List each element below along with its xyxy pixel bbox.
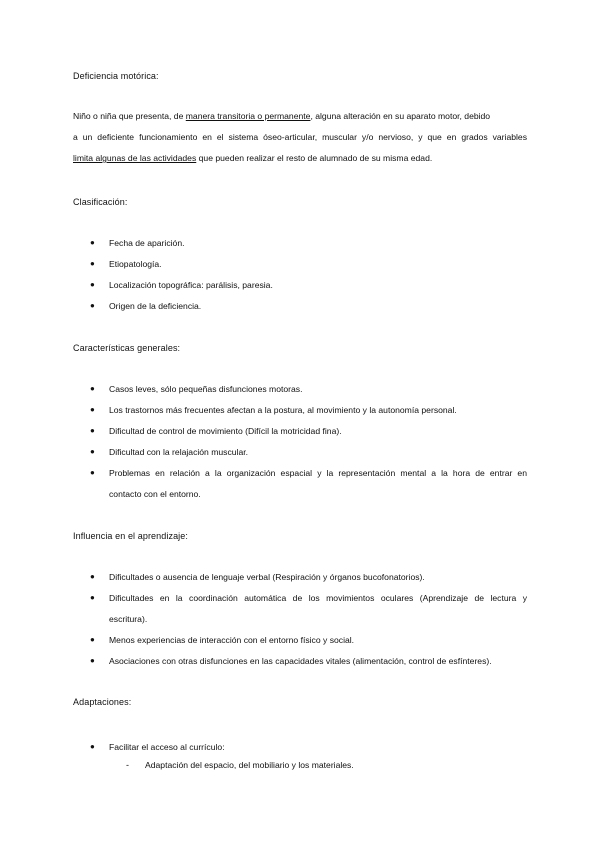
list-item-text-line-1: Dificultades en la coordinación automática de los movimientos oculares (Aprendizaje de lectura y [109, 593, 527, 603]
bullet-icon: ● [90, 426, 95, 435]
bullet-icon: ● [90, 468, 95, 477]
bullet-icon: ● [90, 447, 95, 456]
heading-adaptaciones: Adaptaciones: [73, 697, 132, 707]
paragraph-line-3 [73, 148, 527, 169]
list-item-text: Dificultad de control de movimiento (Difícil la motricidad fina). [109, 426, 342, 436]
text-segment: Niño o niña que presenta, de [73, 111, 186, 121]
list-item-text: Dificultad con la relajación muscular. [109, 447, 248, 457]
bullet-icon: ● [90, 572, 95, 581]
underlined-text: manera transitoria o permanente [185, 111, 311, 121]
sub-list-item-text: Adaptación del espacio, del mobiliario y los materiales. [145, 760, 354, 770]
bullet-icon: ● [90, 405, 95, 414]
bullet-icon: ● [90, 635, 95, 644]
list-item-text-line-1: Problemas en relación a la organización espacial y la representación mental a la hora de entrar en [109, 468, 527, 478]
list-item-text-line-2: escritura). [109, 614, 148, 624]
bullet-icon: ● [90, 238, 95, 247]
list-item-text: Etiopatología. [109, 259, 162, 269]
list-item-text: Los trastornos más frecuentes afectan a la postura, al movimiento y la autonomía personal. [109, 405, 457, 415]
list-item-text: Facilitar el acceso al currículo: [109, 742, 225, 752]
list-item-text: Origen de la deficiencia. [109, 301, 202, 311]
list-item-text: Menos experiencias de interacción con el entorno físico y social. [109, 635, 355, 645]
bullet-icon: ● [90, 742, 95, 751]
heading-clasificacion: Clasificación: [73, 197, 128, 207]
list-item-text: Casos leves, sólo pequeñas disfunciones motoras. [109, 384, 303, 394]
bullet-icon: ● [90, 259, 95, 268]
list-item-text [109, 463, 527, 505]
bullet-icon: ● [90, 656, 95, 665]
bullet-icon: ● [90, 593, 95, 602]
heading-deficiencia-motorica: Deficiencia motórica: [73, 71, 159, 81]
bullet-icon: ● [90, 280, 95, 289]
list-item-text-line-2: contacto con el entorno. [109, 489, 201, 499]
list-item-text: Localización topográfica: parálisis, paresia. [109, 280, 273, 290]
text-segment: que pueden realizar el resto de alumnado de su misma edad. [196, 153, 433, 163]
list-item-text: Asociaciones con otras disfunciones en las capacidades vitales (alimentación, control de esfínteres). [109, 656, 492, 666]
dash-icon: - [126, 760, 129, 770]
underlined-text: limita algunas de las actividades [73, 153, 197, 163]
list-item-text [109, 588, 527, 630]
heading-influencia-aprendizaje: Influencia en el aprendizaje: [73, 531, 188, 541]
paragraph-line-2: a un deficiente funcionamiento en el sistema óseo-articular, muscular y/o nervioso, y que en grados variables [73, 132, 527, 142]
bullet-icon: ● [90, 301, 95, 310]
list-item-text: Fecha de aparición. [109, 238, 185, 248]
paragraph-line-1 [73, 106, 527, 127]
bullet-icon: ● [90, 384, 95, 393]
paragraph-definicion [73, 106, 527, 169]
list-item-text: Dificultades o ausencia de lenguaje verbal (Respiración y órganos bucofonatorios). [109, 572, 425, 582]
heading-caracteristicas-generales: Características generales: [73, 343, 181, 353]
text-segment: , alguna alteración en su aparato motor, debido [310, 111, 491, 121]
